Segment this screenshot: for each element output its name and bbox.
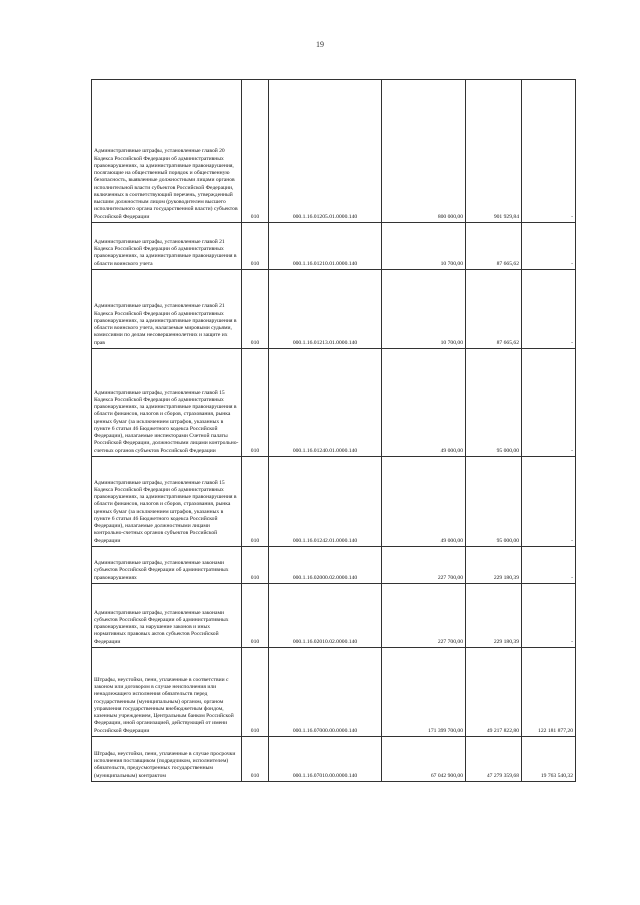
row-executed: 901 929,84	[466, 80, 522, 223]
row-approved: 49 000,00	[382, 349, 466, 457]
row-name: Административные штрафы, установленные законами субъектов Российской Федерации об административных правонарушениях, за нарушение законов и иных нормативных правовых актов субъектов Российской Федерации	[92, 584, 242, 648]
row-approved: 10 700,00	[382, 270, 466, 349]
table-row	[92, 584, 576, 648]
row-executed: 87 665,62	[466, 223, 522, 270]
row-code: 010	[242, 648, 269, 737]
row-kbk: 000.1.16.01210.01.0000.140	[269, 223, 382, 270]
row-unexecuted: -	[522, 547, 576, 584]
table-row	[92, 737, 576, 782]
row-unexecuted: -	[522, 80, 576, 223]
row-approved: 227 700,00	[382, 547, 466, 584]
row-executed: 49 217 822,80	[466, 648, 522, 737]
row-approved: 171 399 700,00	[382, 648, 466, 737]
row-approved: 227 700,00	[382, 584, 466, 648]
row-name: Административные штрафы, установленные главой 21 Кодекса Российской Федерации об административных правонарушениях, за административные правонарушения в области воинского учета, налагаемые мировыми судьями, комиссиями по делам несовершеннолетних и защите их прав	[92, 270, 242, 349]
revenue-table	[91, 79, 576, 782]
row-name: Штрафы, неустойки, пени, уплаченные в соответствии с законом или договором в случае неисполнения или ненадлежащего исполнения обязательств перед государственным (муниципальным) органом, органом управления государственным внебюджетным фондом, казенным учреждением, Центральным банком Российской Федерации, иной организацией, действующей от имени Российской Федерации	[92, 648, 242, 737]
row-kbk: 000.1.16.07000.00.0000.140	[269, 648, 382, 737]
row-name: Административные штрафы, установленные главой 20 Кодекса Российской Федерации об административных правонарушениях, за административные правонарушения, посягающие на общественный порядок и общественную безопасность, выявленные должностными лицами органов исполнительной власти субъектов Российской Федерации, включенных в соответствующий перечень, утвержденный высшим должностным лицом (руководителем высшего исполнительного органа государственной власти) субъектов Российской Федерации	[92, 80, 242, 223]
row-kbk: 000.1.16.01205.01.0000.140	[269, 80, 382, 223]
row-name: Административные штрафы, установленные главой 21 Кодекса Российской Федерации об административных правонарушениях, за административные правонарушения в области воинского учета	[92, 223, 242, 270]
row-unexecuted: -	[522, 349, 576, 457]
row-kbk: 000.1.16.07010.00.0000.140	[269, 737, 382, 782]
row-kbk: 000.1.16.01242.01.0000.140	[269, 457, 382, 547]
row-code: 010	[242, 584, 269, 648]
table-row	[92, 547, 576, 584]
row-executed: 229 180,39	[466, 584, 522, 648]
row-unexecuted: 122 181 877,20	[522, 648, 576, 737]
row-kbk: 000.1.16.02010.02.0000.140	[269, 584, 382, 648]
table-row	[92, 223, 576, 270]
row-executed: 87 665,62	[466, 270, 522, 349]
row-approved: 67 042 900,00	[382, 737, 466, 782]
row-code: 010	[242, 349, 269, 457]
table-row	[92, 270, 576, 349]
row-name: Административные штрафы, установленные законами субъектов Российской Федерации об административных правонарушениях	[92, 547, 242, 584]
row-name: Штрафы, неустойки, пени, уплаченные в случае просрочки исполнения поставщиком (подрядчиком, исполнителем) обязательств, предусмотренных государственным (муниципальным) контрактом	[92, 737, 242, 782]
row-kbk: 000.1.16.02000.02.0000.140	[269, 547, 382, 584]
row-kbk: 000.1.16.01240.01.0000.140	[269, 349, 382, 457]
row-unexecuted: -	[522, 223, 576, 270]
row-executed: 229 180,39	[466, 547, 522, 584]
row-code: 010	[242, 270, 269, 349]
row-unexecuted: -	[522, 584, 576, 648]
row-unexecuted: -	[522, 270, 576, 349]
row-approved: 800 000,00	[382, 80, 466, 223]
row-name: Административные штрафы, установленные главой 15 Кодекса Российской Федерации об административных правонарушениях, за административные правонарушения в области финансов, налогов и сборов, страхования, рынка ценных бумаг (за исключением штрафов, указанных в пункте 6 статьи 46 Бюджетного кодекса Российской Федерации), налагаемые должностными лицами контрольно-счетных органов субъектов Российской Федерации	[92, 457, 242, 547]
row-name: Административные штрафы, установленные главой 15 Кодекса Российской Федерации об административных правонарушениях, за административные правонарушения в области финансов, налогов и сборов, страхования, рынка ценных бумаг (за исключением штрафов, указанных в пункте 6 статьи 46 Бюджетного кодекса Российской Федерации), налагаемые инспекторами Счетной палаты Российской Федерации, должностными лицами контрольно-счетных органов субъектов Российской Федерации	[92, 349, 242, 457]
row-code: 010	[242, 737, 269, 782]
row-code: 010	[242, 80, 269, 223]
row-code: 010	[242, 457, 269, 547]
table-row	[92, 80, 576, 223]
row-unexecuted: 19 763 540,32	[522, 737, 576, 782]
row-executed: 47 279 359,68	[466, 737, 522, 782]
row-unexecuted: -	[522, 457, 576, 547]
row-code: 010	[242, 223, 269, 270]
page-number: 19	[316, 40, 324, 49]
table-row	[92, 349, 576, 457]
table-row	[92, 648, 576, 737]
row-executed: 95 000,00	[466, 457, 522, 547]
row-kbk: 000.1.16.01213.01.0000.140	[269, 270, 382, 349]
row-approved: 49 000,00	[382, 457, 466, 547]
table-row	[92, 457, 576, 547]
row-code: 010	[242, 547, 269, 584]
row-approved: 10 700,00	[382, 223, 466, 270]
row-executed: 95 000,00	[466, 349, 522, 457]
